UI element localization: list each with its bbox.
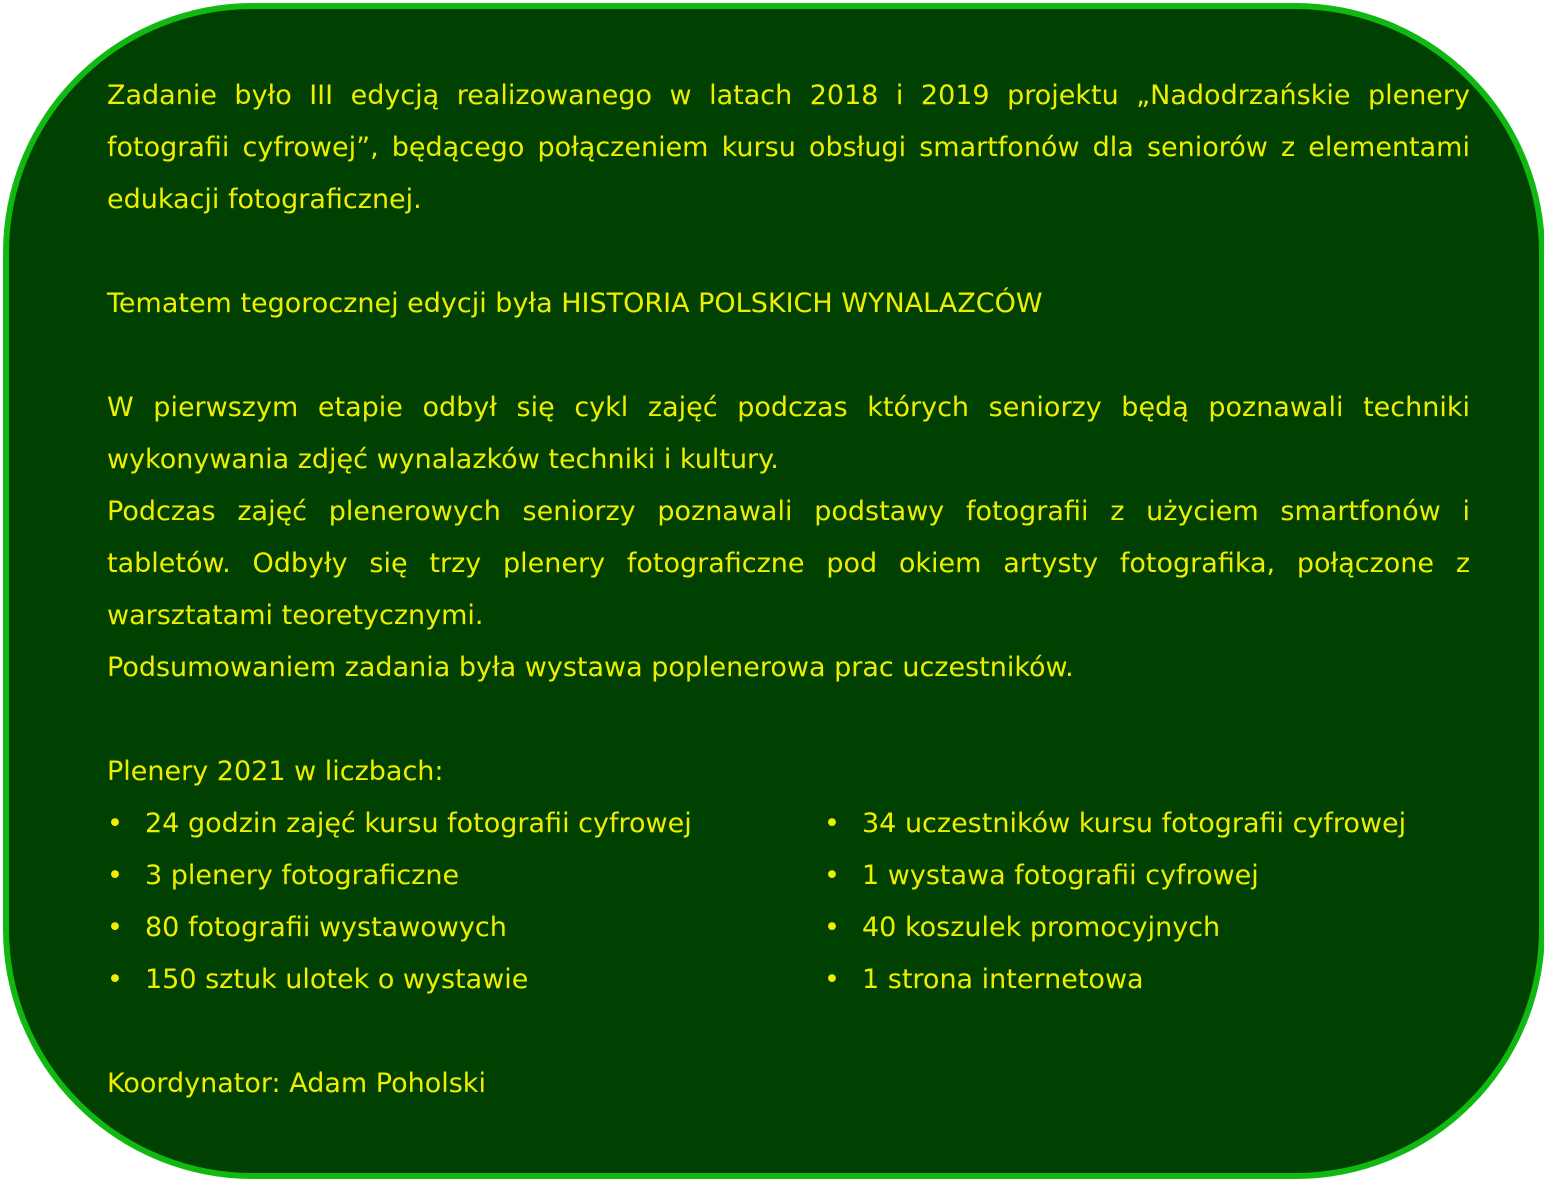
- panel-content: [107, 70, 1470, 1110]
- bullet-icon: •: [824, 964, 840, 995]
- list-item: [824, 850, 1406, 902]
- bullet-icon: •: [824, 808, 840, 839]
- spacer: [107, 1006, 1470, 1058]
- theme-paragraph: Tematem tegorocznej edycji była HISTORIA POLSKICH WYNALAZCÓW: [107, 288, 1043, 319]
- stats-heading: Plenery 2021 w liczbach:: [107, 756, 444, 787]
- bullet-icon: •: [107, 808, 123, 839]
- stats-column-right: [824, 798, 1406, 1006]
- list-item: [107, 954, 692, 1006]
- bullet-icon: •: [107, 860, 123, 891]
- bullet-icon: •: [107, 964, 123, 995]
- bullet-icon: •: [824, 860, 840, 891]
- spacer: [107, 694, 1470, 746]
- bullet-icon: •: [107, 912, 123, 943]
- spacer: [107, 226, 1470, 278]
- list-item: [824, 902, 1406, 954]
- bullet-icon: •: [824, 912, 840, 943]
- list-item-text: 3 plenery fotograficzne: [145, 860, 460, 891]
- list-item-text: 1 wystawa fotografii cyfrowej: [862, 860, 1259, 891]
- coordinator-line: Koordynator: Adam Poholski: [107, 1068, 486, 1099]
- list-item-text: 1 strona internetowa: [862, 964, 1144, 995]
- list-item-text: 150 sztuk ulotek o wystawie: [145, 964, 529, 995]
- intro-paragraph: Zadanie było III edycją realizowanego w latach 2018 i 2019 projektu „Nadodrzańskie plenery fotografii cyfrowej”, będącego połączeniem kursu obsługi smartfonów dla seniorów z elementami edukacji fotograficznej.: [107, 80, 1470, 215]
- list-item-text: 34 uczestników kursu fotografii cyfrowej: [862, 808, 1407, 839]
- list-item: [107, 850, 692, 902]
- summary-paragraph: Podsumowaniem zadania była wystawa poplenerowa prac uczestników.: [107, 652, 1074, 683]
- list-item: [824, 798, 1406, 850]
- list-item: [107, 798, 692, 850]
- stage1-paragraph: W pierwszym etapie odbył się cykl zajęć podczas których seniorzy będą poznawali techniki wykonywania zdjęć wynalazków techniki i kultury.: [107, 392, 1470, 475]
- list-item-text: 80 fotografii wystawowych: [145, 912, 507, 943]
- spacer: [107, 330, 1470, 382]
- list-item: [107, 902, 692, 954]
- list-item-text: 24 godzin zajęć kursu fotografii cyfrowej: [145, 808, 692, 839]
- list-item-text: 40 koszulek promocyjnych: [862, 912, 1221, 943]
- list-item: [824, 954, 1406, 1006]
- stats-list: [107, 798, 1470, 1006]
- workshops-paragraph: Podczas zajęć plenerowych seniorzy poznawali podstawy fotografii z użyciem smartfonów i tabletów. Odbyły się trzy plenery fotograficzne pod okiem artysty fotografika, połączone z warsztatami teoretycznymi.: [107, 496, 1470, 631]
- stats-column-left: [107, 798, 692, 1006]
